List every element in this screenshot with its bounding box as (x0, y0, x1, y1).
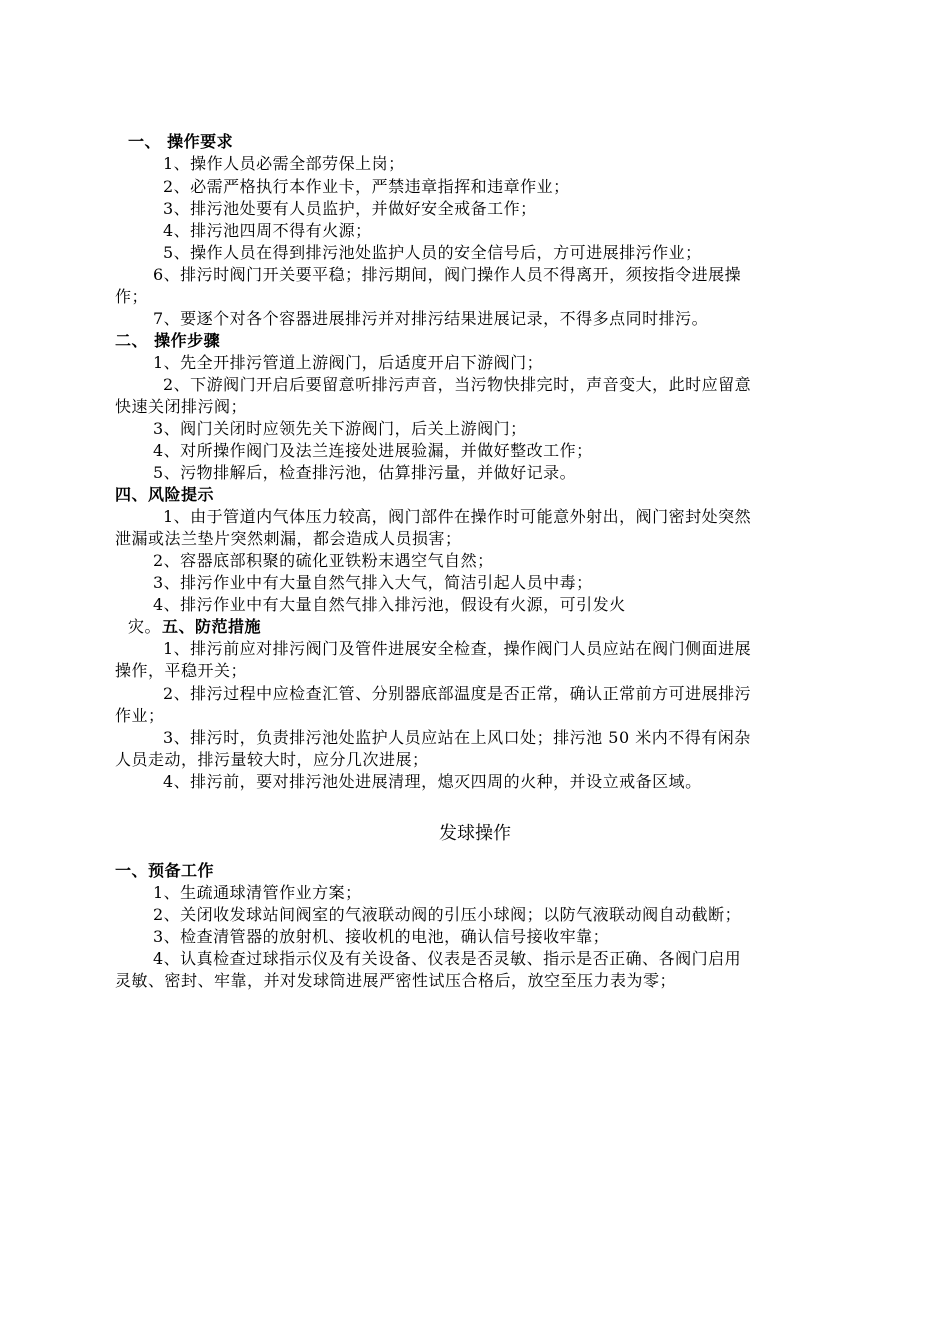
list-item: 1、操作人员必需全部劳保上岗； (163, 154, 405, 173)
list-item: 3、排污池处要有人员监护，并做好安全戒备工作； (163, 199, 537, 218)
list-item: 1、排污前应对排污阀门及管件进展安全检查，操作阀门人员应站在阀门侧面进展 (163, 639, 752, 658)
section-heading-operation-requirements: 一、 操作要求 (128, 132, 234, 151)
list-item: 3、检查清管器的放射机、接收机的电池，确认信号接收牢靠； (153, 927, 610, 946)
list-item: 6、排污时阀门开关要平稳；排污期间，阀门操作人员不得离开，须按指令进展操 (153, 265, 742, 284)
list-item: 2、排污过程中应检查汇管、分别器底部温度是否正常，确认正常前方可进展排污 (163, 684, 752, 703)
list-item: 4、对所操作阀门及法兰连接处进展验漏，并做好整改工作； (153, 441, 593, 460)
list-item: 7、要逐个对各个容器进展排污并对排污结果进展记录，不得多点同时排污。 (153, 309, 709, 328)
list-item: 2、关闭收发球站间阀室的气液联动阀的引压小球阀；以防气液联动阀自动截断； (153, 905, 742, 924)
list-item-continuation: 快速关闭排污阀； (115, 397, 248, 416)
list-item: 3、排污时，负责排污池处监护人员应站在上风口处；排污池 50 米内不得有闲杂 (163, 728, 751, 747)
list-item: 2、必需严格执行本作业卡，严禁违章指挥和违章作业； (163, 177, 570, 196)
section-heading-preparation: 一、预备工作 (115, 861, 215, 880)
list-item-continuation: 灵敏、密封、牢靠，并对发球筒进展严密性试压合格后，放空至压力表为零； (115, 971, 677, 990)
document-title: 发球操作 (439, 823, 511, 844)
list-item: 1、由于管道内气体压力较高，阀门部件在操作时可能意外射出，阀门密封处突然 (163, 507, 752, 526)
list-item-continuation: 操作，平稳开关； (115, 661, 248, 680)
list-item: 3、排污作业中有大量自然气排入大气，简洁引起人员中毒； (153, 573, 593, 592)
list-item-continuation: 泄漏或法兰垫片突然刺漏，都会造成人员损害； (115, 529, 462, 548)
list-item: 3、阀门关闭时应领先关下游阀门，后关上游阀门； (153, 419, 527, 438)
list-item: 4、排污前，要对排污池处进展清理，熄灭四周的火种，并设立戒备区域。 (163, 772, 702, 791)
list-item: 4、排污池四周不得有火源； (163, 221, 372, 240)
list-item: 2、容器底部积聚的硫化亚铁粉末遇空气自然； (153, 551, 494, 570)
list-item: 4、排污作业中有大量自然气排入排污池，假设有火源，可引发火 (153, 595, 626, 614)
list-item: 5、操作人员在得到排污池处监护人员的安全信号后，方可进展排污作业； (163, 243, 702, 262)
section-heading-operation-steps: 二、 操作步骤 (115, 331, 221, 350)
list-item: 1、先全开排污管道上游阀门，后适度开启下游阀门； (153, 353, 544, 372)
list-item-continuation: 人员走动，排污量较大时，应分几次进展； (115, 750, 429, 769)
list-item: 5、污物排解后，检查排污池，估算排污量，并做好记录。 (153, 463, 577, 482)
list-item: 2、下游阀门开启后要留意听排污声音，当污物快排完时，声音变大，此时应留意 (163, 375, 752, 394)
list-item: 4、认真检查过球指示仪及有关设备、仪表是否灵敏、指示是否正确、各阀门启用 (153, 949, 742, 968)
section-heading-risk-hints: 四、风险提示 (115, 485, 215, 504)
list-item-continuation: 灾。 (128, 617, 162, 636)
section-heading-preventive-measures: 五、防范措施 (162, 617, 262, 636)
list-item: 1、生疏通球清管作业方案； (153, 883, 362, 902)
list-item-continuation: 作业； (115, 706, 165, 725)
list-item-continuation: 作； (115, 287, 149, 306)
